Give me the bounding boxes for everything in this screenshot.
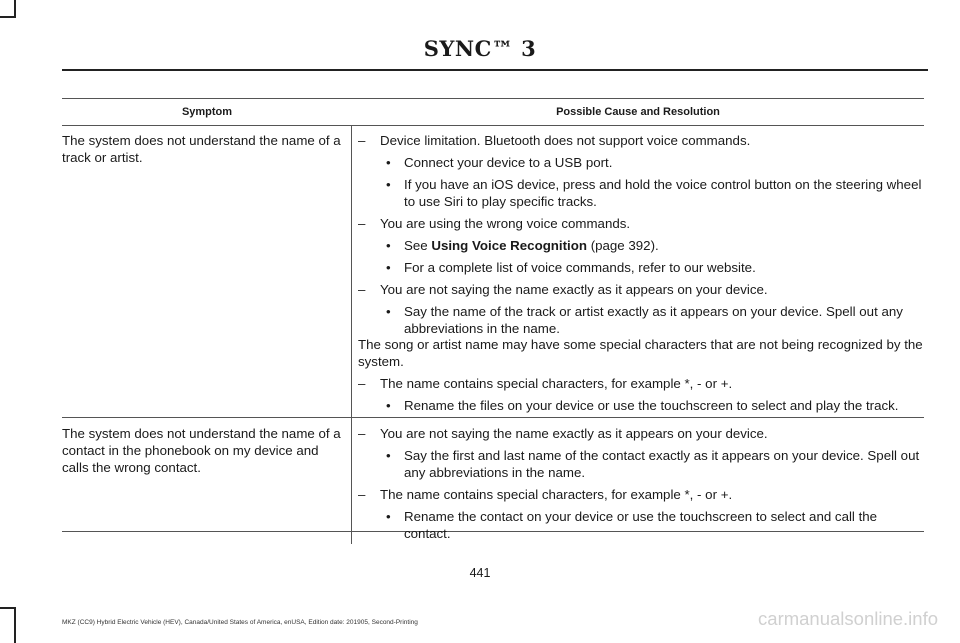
cause-cell <box>352 418 924 541</box>
resolution-item: • Rename the files on your device or use the touchscreen to select and play the track. <box>386 398 899 413</box>
header-divider <box>62 69 928 71</box>
symptom-cell: The system does not understand the name of a track or artist. <box>62 126 352 417</box>
troubleshooting-table <box>62 98 924 544</box>
cause-item: – You are using the wrong voice commands. <box>358 216 631 231</box>
table-row <box>62 418 924 541</box>
cause-item: – Device limitation. Bluetooth does not support voice commands. <box>358 133 751 148</box>
table-row <box>62 126 924 418</box>
symptom-cell: The system does not understand the name of a contact in the phonebook on my device and calls the wrong contact. <box>62 418 352 531</box>
voice-recognition-link[interactable]: Using Voice Recognition <box>431 238 587 253</box>
table-header <box>62 98 924 126</box>
page-title: SYNC™ 3 <box>423 36 537 61</box>
crop-mark-top-left-v <box>14 0 16 16</box>
resolution-item: • See Using Voice Recognition (page 392). <box>386 238 659 253</box>
resolution-item: • Say the name of the track or artist exactly as it appears on your device. Spell out any abbreviations in the name. <box>386 304 903 336</box>
cause-item: – The name contains special characters, for example *, - or +. <box>358 487 733 502</box>
watermark: carmanualsonline.info <box>758 608 938 629</box>
page-number: 441 <box>469 566 491 580</box>
crop-mark-top-left-h <box>0 16 16 18</box>
resolution-item: • Rename the contact on your device or use the touchscreen to select and call the contact. <box>386 509 878 541</box>
cause-item: – You are not saying the name exactly as it appears on your device. <box>358 282 768 297</box>
cause-item: – The name contains special characters, for example *, - or +. <box>358 376 733 391</box>
crop-mark-bottom-left-v <box>14 607 16 643</box>
header-cause: Possible Cause and Resolution <box>556 106 720 118</box>
footer-edition-text: MKZ (CC9) Hybrid Electric Vehicle (HEV), Canada/United States of America, enUSA, Edition date: 201905, Second-Printing <box>62 619 418 626</box>
cause-item: – You are not saying the name exactly as it appears on your device. <box>358 426 768 441</box>
header-symptom: Symptom <box>181 106 233 118</box>
column-divider <box>62 532 352 544</box>
resolution-item: • Connect your device to a USB port. <box>386 155 613 170</box>
cause-cell <box>352 126 924 417</box>
cause-note: The song or artist name may have some special characters that are not being recognized by the system. <box>358 337 923 369</box>
resolution-item: • For a complete list of voice commands, refer to our website. <box>386 260 756 275</box>
resolution-item: • Say the first and last name of the contact exactly as it appears on your device. Spell out any abbreviations in the name. <box>386 448 920 480</box>
resolution-item: • If you have an iOS device, press and hold the voice control button on the steering wheel to use Siri to play specific tracks. <box>386 177 922 209</box>
